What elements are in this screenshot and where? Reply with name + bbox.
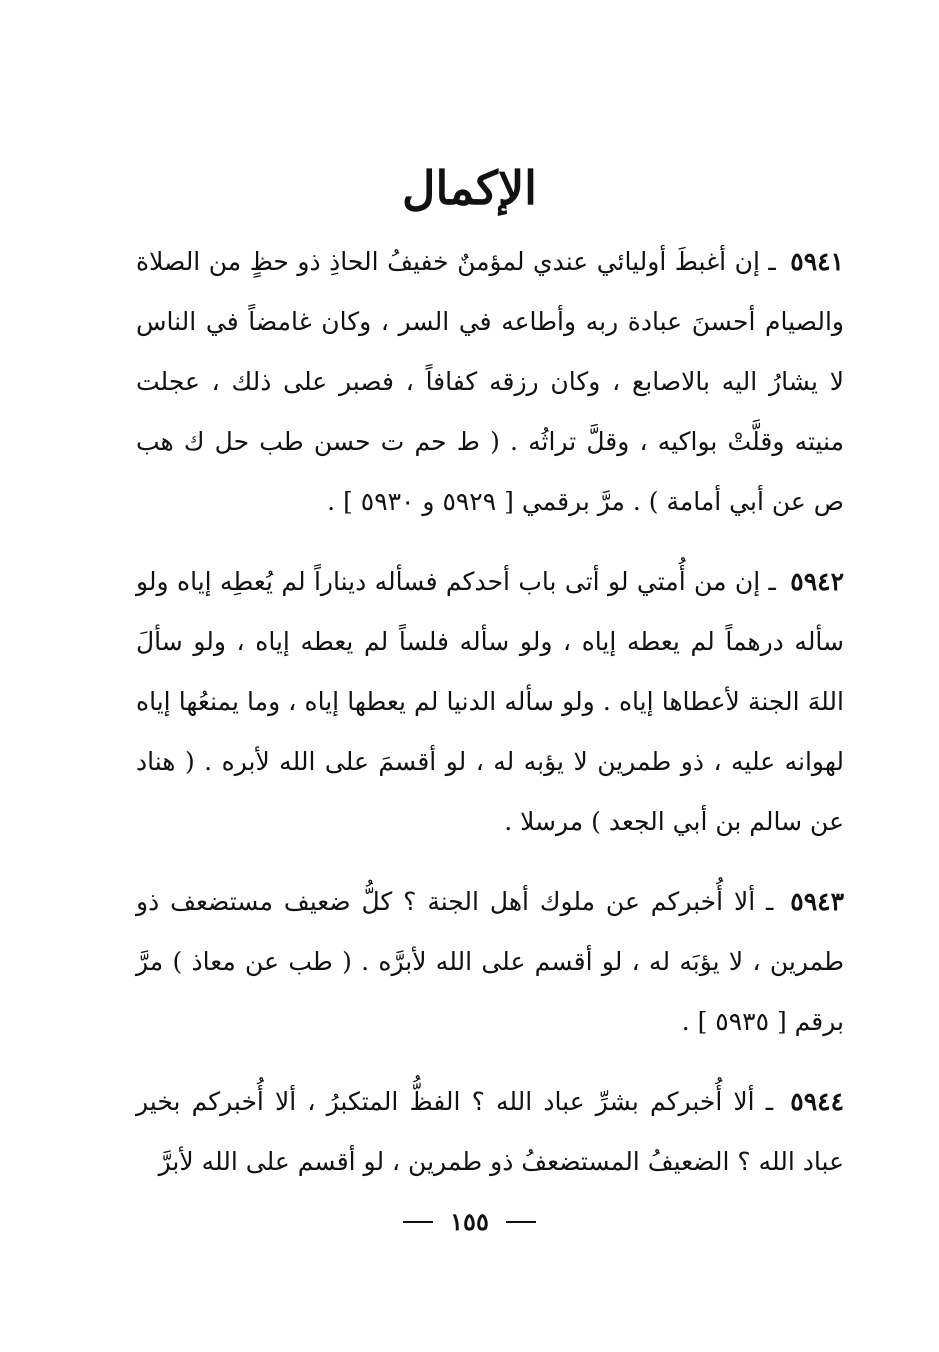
page-footer bbox=[0, 1200, 939, 1242]
hadith-text-block bbox=[136, 232, 844, 1212]
footer-dash-left bbox=[403, 1221, 433, 1223]
hadith-text: ـ ألا أُخبركم بشرِّ عباد الله ؟ الفظُّ المتكبرُ ، ألا أُخبركم بخير عباد الله ؟ الضعيفُ المستضعفُ ذو طمرين ، لو أقسم على الله لأبرَّ bbox=[136, 1087, 844, 1176]
hadith-entry-5942 bbox=[136, 552, 844, 852]
hadith-entry-5943 bbox=[136, 872, 844, 1052]
hadith-number: ٥٩٤١ bbox=[790, 247, 844, 276]
hadith-text: ـ إن من أُمتي لو أتى باب أحدكم فسأله ديناراً لم يُعطِه إياه ولو سأله درهماً لم يعطه إياه ، ولو سأله فلساً لم يعطه إياه ، ولو سألَ اللهَ الجنة لأعطاها إياه . ولو سأله الدنيا لم يعطها إياه ، وما يمنعُها إياه لهوانه عليه ، ذو طمرين لا يؤبه له ، لو أقسمَ على الله لأبره . ( هناد عن سالم بن أبي الجعد ) مرسلا . bbox=[136, 567, 844, 836]
hadith-number: ٥٩٤٣ bbox=[790, 887, 844, 916]
page-number: ١٥٥ bbox=[450, 1206, 489, 1236]
hadith-entry-5941 bbox=[136, 232, 844, 532]
hadith-text: ـ ألا أُخبركم عن ملوك أهل الجنة ؟ كلُّ ضعيف مستضعف ذو طمرين ، لا يؤبَه له ، لو أقسم على الله لأبرَّه . ( طب عن معاذ ) مرَّ برقم [ ٥٩٣٥ ] . bbox=[136, 887, 844, 1036]
hadith-number: ٥٩٤٤ bbox=[790, 1087, 845, 1116]
hadith-entry-5944 bbox=[136, 1072, 844, 1192]
page-title: الإكمال bbox=[402, 161, 537, 215]
hadith-text: ـ إن أغبطَ أوليائي عندي لمؤمنٌ خفيفُ الحاذِ ذو حظٍ من الصلاة والصيام أحسنَ عبادة ربه وأطاعه في السر ، وكان غامضاً في الناس لا يشارُ اليه بالاصابع ، وكان رزقه كفافاً ، فصبر على ذلك ، عجلت منيته وقلَّتْ بواكيه ، وقلَّ تراثُه . ( ط حم ت حسن طب حل ك هب ص عن أبي أمامة ) . مرَّ برقمي [ ٥٩٢٩ و ٥٩٣٠ ] . bbox=[136, 247, 844, 516]
footer-dash-right bbox=[506, 1221, 536, 1223]
hadith-number: ٥٩٤٢ bbox=[790, 567, 844, 596]
